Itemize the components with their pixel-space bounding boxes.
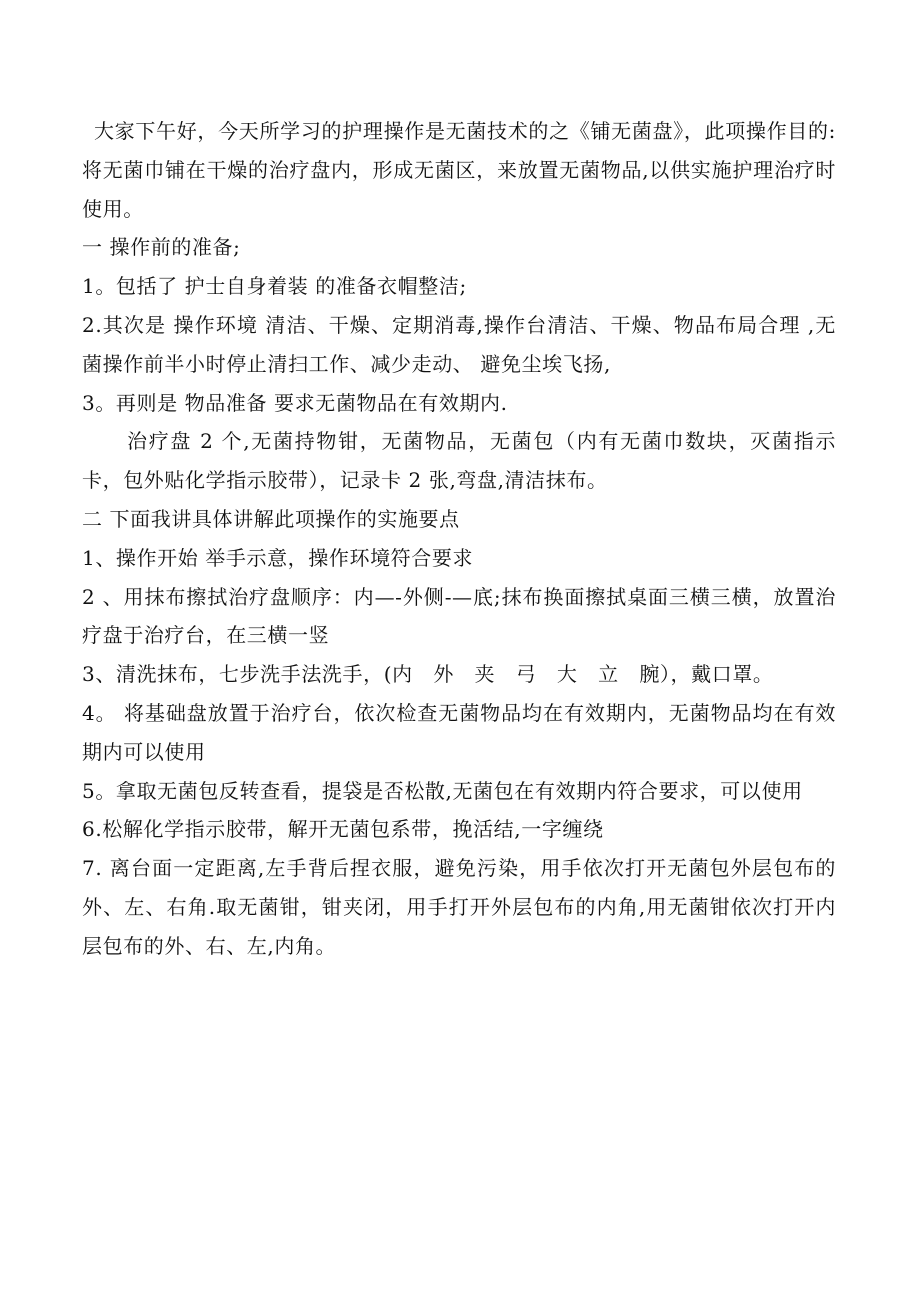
procedure-step-7: 7. 离台面一定距离,左手背后捏衣服，避免污染，用手依次打开无菌包外层包布的外、左、右角.取无菌钳，钳夹闭，用手打开外层包布的内角,用无菌钳依次打开内层包布的外、右、左,内角。 xyxy=(82,856,836,958)
prep-item-3: 3。再则是 物品准备 要求无菌物品在有效期内. xyxy=(82,390,508,415)
document-body xyxy=(82,112,836,966)
section-heading-preparation: 一 操作前的准备; xyxy=(82,235,241,260)
prep-item-1: 1。包括了 护士自身着装 的准备衣帽整洁; xyxy=(82,274,467,299)
prep-item-2: 2.其次是 操作环境 清洁、干燥、定期消毒,操作台清洁、干燥、物品布局合理 ,无菌操作前半小时停止清扫工作、减少走动、 避免尘埃飞扬, xyxy=(82,312,836,376)
procedure-step-1: 1、操作开始 举手示意，操作环境符合要求 xyxy=(82,545,474,570)
procedure-step-2: 2 、用抹布擦拭治疗盘顺序：内—-外侧-—底;抹布换面擦拭桌面三横三横，放置治疗盘于治疗台，在三横一竖 xyxy=(82,584,836,648)
items-list-paragraph: 治疗盘 2 个,无菌持物钳，无菌物品，无菌包（内有无菌巾数块，灭菌指示卡，包外贴化学指示胶带），记录卡 2 张,弯盘,清洁抹布。 xyxy=(82,429,836,493)
intro-paragraph: 大家下午好，今天所学习的护理操作是无菌技术的之《铺无菌盘》，此项操作目的:将无菌巾铺在干燥的治疗盘内，形成无菌区，来放置无菌物品,以供实施护理治疗时使用。 xyxy=(82,119,836,221)
procedure-step-3: 3、清洗抹布，七步洗手法洗手，(内 外 夹 弓 大 立 腕），戴口罩。 xyxy=(82,662,774,687)
section-heading-procedure: 二 下面我讲具体讲解此项操作的实施要点 xyxy=(82,506,460,531)
procedure-step-5: 5。拿取无菌包反转查看，提袋是否松散,无菌包在有效期内符合要求，可以使用 xyxy=(82,778,803,803)
procedure-step-6: 6.松解化学指示胶带，解开无菌包系带，挽活结,一字缠绕 xyxy=(82,817,604,842)
procedure-step-4: 4。 将基础盘放置于治疗台，依次检查无菌物品均在有效期内，无菌物品均在有效期内可以使用 xyxy=(82,700,836,764)
